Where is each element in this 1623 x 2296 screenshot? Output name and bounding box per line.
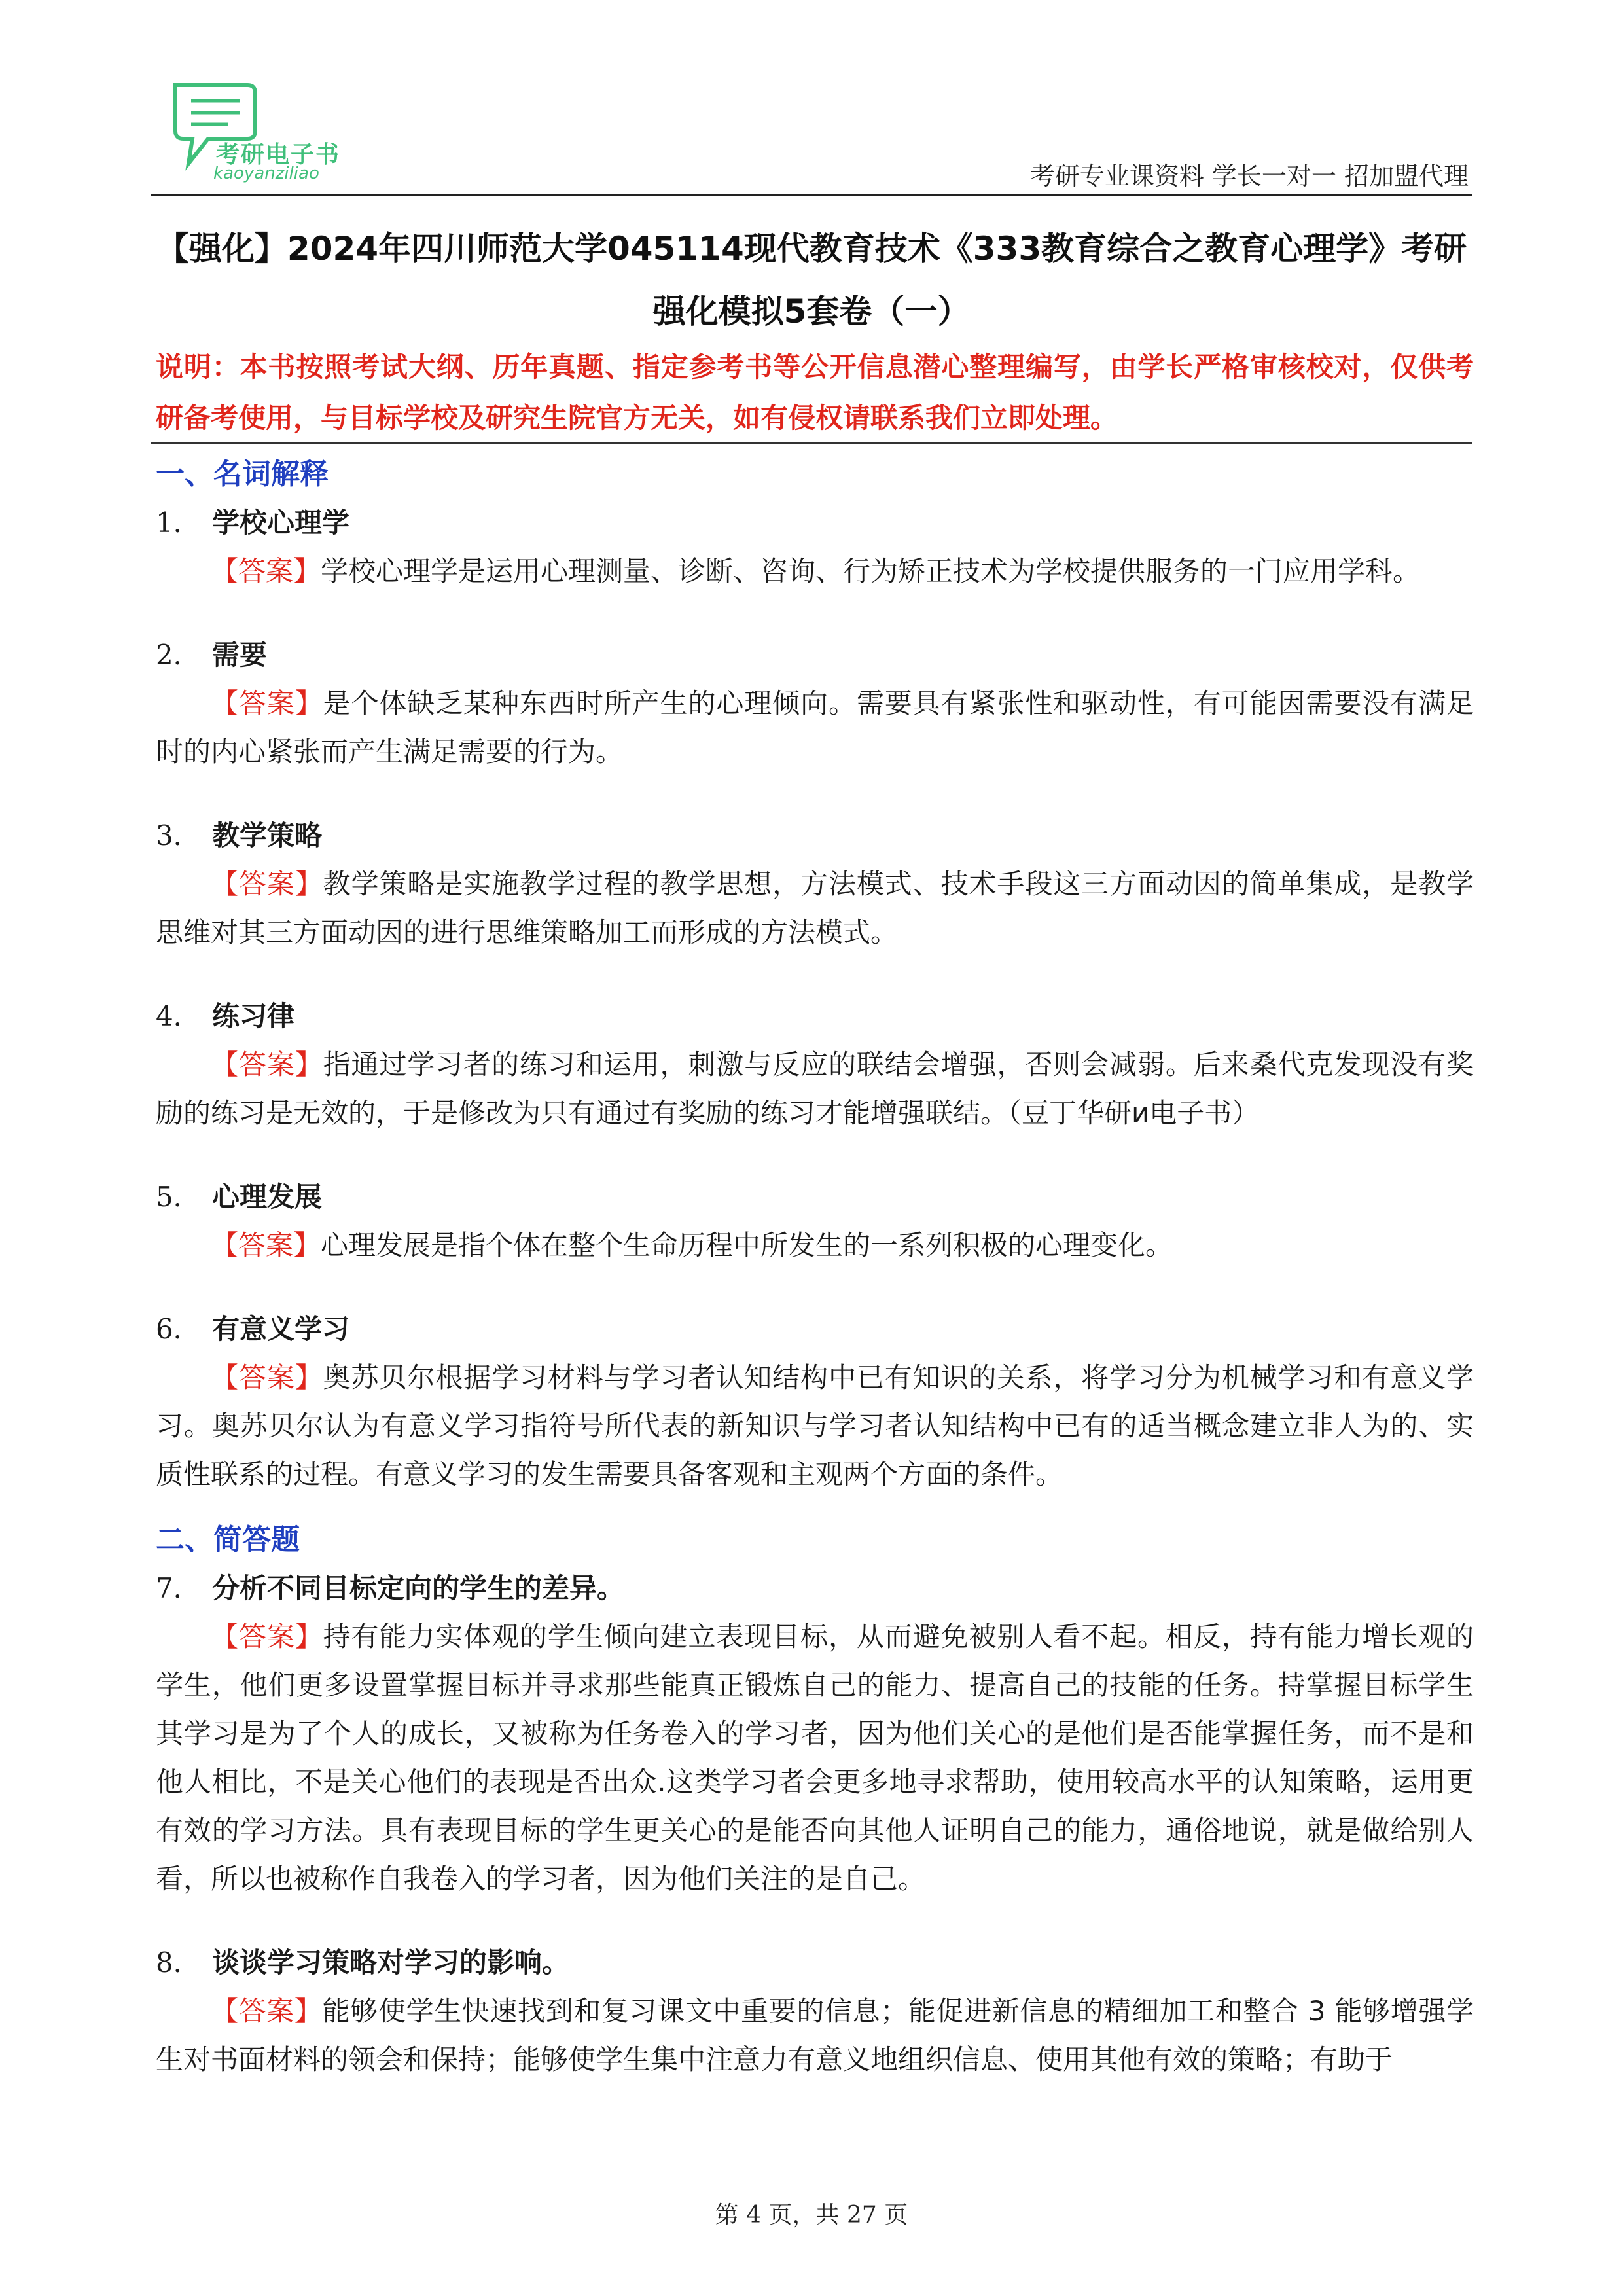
question-term: 有意义学习 bbox=[212, 1313, 350, 1345]
answer-text: 能够使学生快速找到和复习课文中重要的信息；能促进新信息的精细加工和整合 3 能够增强学生对书面材料的领会和保持；能够使学生集中注意力有意义地组织信息、使用其他有效的策略；有助于 bbox=[156, 1995, 1474, 2075]
question-item bbox=[156, 499, 1474, 596]
question-item bbox=[156, 631, 1474, 776]
question-item bbox=[156, 1939, 1474, 2084]
answer-tag: 【答案】 bbox=[211, 1361, 323, 1393]
answer-text: 是个体缺乏某种东西时所产生的心理倾向。需要具有紧张性和驱动性，有可能因需要没有满足时的内心紧张而产生满足需要的行为。 bbox=[156, 687, 1474, 768]
section-heading: 一、名词解释 bbox=[156, 457, 329, 491]
answer-tag: 【答案】 bbox=[211, 1229, 321, 1261]
answer-tag: 【答案】 bbox=[211, 555, 321, 587]
logo-text: 考研电子书 bbox=[216, 141, 341, 168]
answer-text: 奥苏贝尔根据学习材料与学习者认知结构中已有知识的关系，将学习分为机械学习和有意义学习。奥苏贝尔认为有意义学习指符号所代表的新知识与学习者认知结构中已有的适当概念建立非人为的、实质性联系的过程。有意义学习的发生需要具备客观和主观两个方面的条件。 bbox=[156, 1361, 1474, 1490]
question-number: 3． bbox=[156, 819, 201, 852]
disclaimer-notice: 说明：本书按照考试大纲、历年真题、指定参考书等公开信息潜心整理编写，由学长严格审核校对，仅供考研备考使用，与目标学校及研究生院官方无关，如有侵权请联系我们立即处理。 bbox=[156, 351, 1474, 434]
question-item bbox=[156, 1305, 1474, 1499]
answer-tag: 【答案】 bbox=[211, 687, 323, 719]
question-item bbox=[156, 992, 1474, 1138]
notice-divider bbox=[151, 442, 1472, 444]
answer-text: 心理发展是指个体在整个生命历程中所发生的一系列积极的心理变化。 bbox=[321, 1229, 1173, 1261]
question-item bbox=[156, 812, 1474, 957]
answer-tag: 【答案】 bbox=[211, 868, 323, 900]
answer-tag: 【答案】 bbox=[211, 1621, 323, 1653]
question-number: 1． bbox=[156, 507, 201, 539]
answer-text: 教学策略是实施教学过程的教学思想，方法模式、技术手段这三方面动因的简单集成，是教学思维对其三方面动因的进行思维策略加工而形成的方法模式。 bbox=[156, 868, 1474, 948]
question-number: 2． bbox=[156, 639, 201, 671]
question-term: 谈谈学习策略对学习的影响。 bbox=[212, 1946, 570, 1979]
question-term: 教学策略 bbox=[212, 819, 323, 852]
question-item bbox=[156, 1564, 1474, 1903]
question-term: 心理发展 bbox=[212, 1181, 323, 1213]
document-title: 【强化】2024年四川师范大学045114现代教育技术《333教育综合之教育心理学》考研强化模拟5套卷（一） bbox=[156, 230, 1467, 331]
question-term: 练习律 bbox=[212, 1000, 295, 1032]
answer-text: 持有能力实体观的学生倾向建立表现目标，从而避免被别人看不起。相反，持有能力增长观的学生，他们更多设置掌握目标并寻求那些能真正锻炼自己的能力、提高自己的技能的任务。持掌握目标学生其学习是为了个人的成长，又被称为任务卷入的学习者，因为他们关心的是他们是否能掌握任务，而不是和他人相比，不是关心他们的表现是否出众.这类学习者会更多地寻求帮助，使用较高水平的认知策略，运用更有效的学习方法。具有表现目标的学生更关心的是能否向其他人证明自己的能力，通俗地说，就是做给别人看，所以也被称作自我卷入的学习者，因为他们关注的是自己。 bbox=[156, 1621, 1474, 1895]
question-term: 需要 bbox=[212, 639, 268, 671]
section-heading: 二、简答题 bbox=[156, 1523, 300, 1556]
question-number: 5． bbox=[156, 1181, 201, 1213]
header-tagline: 考研专业课资料 学长一对一 招加盟代理 bbox=[1029, 162, 1469, 190]
question-number: 6． bbox=[156, 1313, 201, 1345]
question-term: 学校心理学 bbox=[212, 507, 350, 539]
answer-text: 学校心理学是运用心理测量、诊断、咨询、行为矫正技术为学校提供服务的一门应用学科。 bbox=[321, 555, 1421, 587]
question-term: 分析不同目标定向的学生的差异。 bbox=[212, 1572, 625, 1604]
answer-tag: 【答案】 bbox=[211, 1049, 323, 1081]
question-number: 8． bbox=[156, 1946, 201, 1979]
question-number: 7． bbox=[156, 1572, 201, 1604]
document-body bbox=[156, 449, 1474, 2119]
page-footer: 第 4 页，共 27 页 bbox=[715, 2202, 908, 2229]
header-divider bbox=[151, 194, 1472, 196]
logo-subtext: kaoyanziliao bbox=[213, 164, 319, 183]
question-item bbox=[156, 1173, 1474, 1270]
answer-tag: 【答案】 bbox=[211, 1995, 323, 2027]
question-number: 4． bbox=[156, 1000, 201, 1032]
answer-text: 指通过学习者的练习和运用，刺激与反应的联结会增强，否则会减弱。后来桑代克发现没有奖励的练习是无效的，于是修改为只有通过有奖励的练习才能增强联结。（豆丁华研и电子书） bbox=[156, 1049, 1474, 1129]
